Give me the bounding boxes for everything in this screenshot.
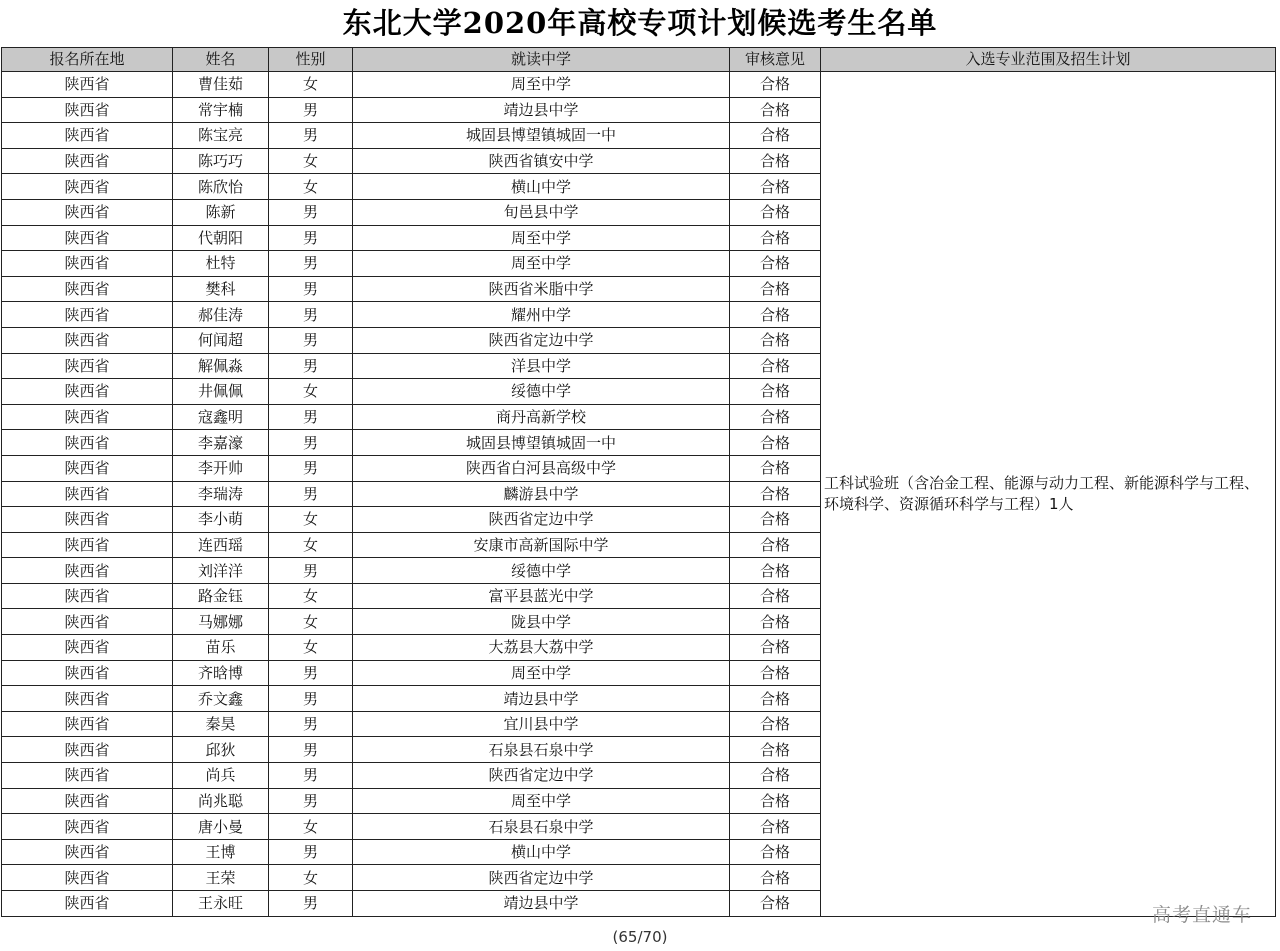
cell-review: 合格 — [730, 763, 821, 789]
cell-review: 合格 — [730, 302, 821, 328]
cell-school: 陕西省米脂中学 — [353, 276, 730, 302]
cell-name: 陈宝亮 — [173, 123, 269, 149]
cell-review: 合格 — [730, 507, 821, 533]
cell-school: 陇县中学 — [353, 609, 730, 635]
cell-name: 曹佳茹 — [173, 72, 269, 98]
cell-region: 陕西省 — [2, 404, 173, 430]
cell-gender: 男 — [269, 404, 353, 430]
cell-school: 陕西省定边中学 — [353, 327, 730, 353]
cell-gender: 男 — [269, 327, 353, 353]
cell-gender: 男 — [269, 839, 353, 865]
cell-gender: 女 — [269, 72, 353, 98]
cell-region: 陕西省 — [2, 225, 173, 251]
header-plan: 入选专业范围及招生计划 — [821, 48, 1276, 72]
cell-gender: 男 — [269, 251, 353, 277]
cell-review: 合格 — [730, 686, 821, 712]
cell-name: 井佩佩 — [173, 379, 269, 405]
cell-review: 合格 — [730, 558, 821, 584]
cell-review: 合格 — [730, 430, 821, 456]
cell-school: 石泉县石泉中学 — [353, 814, 730, 840]
cell-gender: 男 — [269, 660, 353, 686]
cell-review: 合格 — [730, 891, 821, 917]
cell-school: 周至中学 — [353, 72, 730, 98]
cell-gender: 男 — [269, 686, 353, 712]
cell-gender: 女 — [269, 532, 353, 558]
cell-school: 靖边县中学 — [353, 97, 730, 123]
cell-name: 杜特 — [173, 251, 269, 277]
cell-name: 尚兆聪 — [173, 788, 269, 814]
cell-name: 郝佳涛 — [173, 302, 269, 328]
cell-name: 陈新 — [173, 199, 269, 225]
cell-name: 常宇楠 — [173, 97, 269, 123]
cell-region: 陕西省 — [2, 763, 173, 789]
cell-review: 合格 — [730, 148, 821, 174]
cell-name: 李小萌 — [173, 507, 269, 533]
cell-school: 石泉县石泉中学 — [353, 737, 730, 763]
cell-school: 陕西省定边中学 — [353, 507, 730, 533]
table-header — [2, 48, 1276, 72]
cell-school: 商丹高新学校 — [353, 404, 730, 430]
cell-name: 王荣 — [173, 865, 269, 891]
cell-review: 合格 — [730, 199, 821, 225]
cell-review: 合格 — [730, 481, 821, 507]
cell-region: 陕西省 — [2, 455, 173, 481]
cell-school: 周至中学 — [353, 225, 730, 251]
cell-name: 王永旺 — [173, 891, 269, 917]
cell-gender: 男 — [269, 302, 353, 328]
page-title: 东北大学2020年高校专项计划候选考生名单 — [342, 6, 938, 40]
cell-school: 城固县博望镇城固一中 — [353, 430, 730, 456]
cell-school: 富平县蓝光中学 — [353, 583, 730, 609]
cell-review: 合格 — [730, 455, 821, 481]
cell-review: 合格 — [730, 532, 821, 558]
cell-gender: 男 — [269, 711, 353, 737]
cell-region: 陕西省 — [2, 865, 173, 891]
cell-school: 宜川县中学 — [353, 711, 730, 737]
cell-name: 尚兵 — [173, 763, 269, 789]
cell-region: 陕西省 — [2, 379, 173, 405]
cell-review: 合格 — [730, 814, 821, 840]
cell-region: 陕西省 — [2, 839, 173, 865]
cell-gender: 女 — [269, 174, 353, 200]
cell-region: 陕西省 — [2, 635, 173, 661]
cell-review: 合格 — [730, 225, 821, 251]
table-body — [2, 72, 1276, 917]
cell-gender: 男 — [269, 123, 353, 149]
cell-review: 合格 — [730, 379, 821, 405]
cell-region: 陕西省 — [2, 711, 173, 737]
cell-region: 陕西省 — [2, 276, 173, 302]
cell-review: 合格 — [730, 174, 821, 200]
cell-gender: 男 — [269, 353, 353, 379]
cell-gender: 男 — [269, 891, 353, 917]
cell-region: 陕西省 — [2, 507, 173, 533]
cell-review: 合格 — [730, 737, 821, 763]
cell-review: 合格 — [730, 251, 821, 277]
cell-name: 李瑞涛 — [173, 481, 269, 507]
cell-region: 陕西省 — [2, 686, 173, 712]
cell-name: 李嘉濠 — [173, 430, 269, 456]
cell-school: 周至中学 — [353, 660, 730, 686]
cell-name: 秦昊 — [173, 711, 269, 737]
cell-gender: 女 — [269, 379, 353, 405]
cell-school: 城固县博望镇城固一中 — [353, 123, 730, 149]
cell-region: 陕西省 — [2, 737, 173, 763]
header-review: 审核意见 — [730, 48, 821, 72]
cell-school: 洋县中学 — [353, 353, 730, 379]
cell-name: 唐小曼 — [173, 814, 269, 840]
cell-region: 陕西省 — [2, 558, 173, 584]
header-region: 报名所在地 — [2, 48, 173, 72]
cell-gender: 女 — [269, 814, 353, 840]
cell-region: 陕西省 — [2, 97, 173, 123]
cell-review: 合格 — [730, 123, 821, 149]
cell-review: 合格 — [730, 635, 821, 661]
cell-school: 周至中学 — [353, 251, 730, 277]
cell-name: 连西瑶 — [173, 532, 269, 558]
cell-gender: 男 — [269, 558, 353, 584]
cell-review: 合格 — [730, 583, 821, 609]
cell-review: 合格 — [730, 660, 821, 686]
cell-region: 陕西省 — [2, 609, 173, 635]
header-name: 姓名 — [173, 48, 269, 72]
cell-name: 樊科 — [173, 276, 269, 302]
cell-gender: 女 — [269, 865, 353, 891]
cell-school: 周至中学 — [353, 788, 730, 814]
cell-region: 陕西省 — [2, 148, 173, 174]
cell-name: 陈欣怡 — [173, 174, 269, 200]
cell-gender: 女 — [269, 609, 353, 635]
cell-school: 大荔县大荔中学 — [353, 635, 730, 661]
cell-school: 横山中学 — [353, 839, 730, 865]
header-row — [2, 48, 1276, 72]
cell-gender: 男 — [269, 430, 353, 456]
cell-region: 陕西省 — [2, 251, 173, 277]
cell-region: 陕西省 — [2, 891, 173, 917]
cell-name: 解佩淼 — [173, 353, 269, 379]
cell-gender: 男 — [269, 455, 353, 481]
cell-name: 路金钰 — [173, 583, 269, 609]
cell-name: 刘洋洋 — [173, 558, 269, 584]
cell-region: 陕西省 — [2, 660, 173, 686]
cell-region: 陕西省 — [2, 302, 173, 328]
cell-school: 耀州中学 — [353, 302, 730, 328]
cell-name: 马娜娜 — [173, 609, 269, 635]
header-gender: 性别 — [269, 48, 353, 72]
cell-school: 靖边县中学 — [353, 891, 730, 917]
cell-name: 李开帅 — [173, 455, 269, 481]
cell-review: 合格 — [730, 276, 821, 302]
cell-gender: 女 — [269, 148, 353, 174]
cell-name: 何闻超 — [173, 327, 269, 353]
cell-name: 邱狄 — [173, 737, 269, 763]
cell-gender: 男 — [269, 481, 353, 507]
cell-review: 合格 — [730, 609, 821, 635]
candidate-table — [1, 47, 1276, 917]
cell-gender: 男 — [269, 788, 353, 814]
cell-review: 合格 — [730, 404, 821, 430]
cell-plan: 工科试验班（含冶金工程、能源与动力工程、新能源科学与工程、环境科学、资源循环科学与工程）1人 — [821, 72, 1276, 917]
cell-region: 陕西省 — [2, 72, 173, 98]
cell-region: 陕西省 — [2, 583, 173, 609]
cell-school: 绥德中学 — [353, 379, 730, 405]
cell-school: 陕西省定边中学 — [353, 763, 730, 789]
page-number: (65/70) — [612, 928, 668, 946]
cell-school: 靖边县中学 — [353, 686, 730, 712]
cell-review: 合格 — [730, 353, 821, 379]
cell-region: 陕西省 — [2, 327, 173, 353]
cell-school: 绥德中学 — [353, 558, 730, 584]
cell-gender: 男 — [269, 199, 353, 225]
cell-region: 陕西省 — [2, 481, 173, 507]
watermark: 高考直通车 — [1151, 904, 1252, 926]
cell-name: 苗乐 — [173, 635, 269, 661]
cell-region: 陕西省 — [2, 532, 173, 558]
cell-region: 陕西省 — [2, 199, 173, 225]
cell-name: 陈巧巧 — [173, 148, 269, 174]
cell-gender: 女 — [269, 635, 353, 661]
cell-region: 陕西省 — [2, 353, 173, 379]
cell-review: 合格 — [730, 72, 821, 98]
cell-region: 陕西省 — [2, 123, 173, 149]
cell-name: 寇鑫明 — [173, 404, 269, 430]
cell-gender: 男 — [269, 276, 353, 302]
cell-region: 陕西省 — [2, 788, 173, 814]
cell-school: 陕西省镇安中学 — [353, 148, 730, 174]
cell-review: 合格 — [730, 788, 821, 814]
cell-review: 合格 — [730, 865, 821, 891]
cell-review: 合格 — [730, 839, 821, 865]
header-school: 就读中学 — [353, 48, 730, 72]
cell-gender: 女 — [269, 507, 353, 533]
cell-gender: 男 — [269, 225, 353, 251]
cell-region: 陕西省 — [2, 814, 173, 840]
cell-school: 陕西省白河县高级中学 — [353, 455, 730, 481]
cell-review: 合格 — [730, 327, 821, 353]
cell-review: 合格 — [730, 97, 821, 123]
cell-region: 陕西省 — [2, 174, 173, 200]
cell-name: 齐晗博 — [173, 660, 269, 686]
cell-name: 王博 — [173, 839, 269, 865]
cell-school: 麟游县中学 — [353, 481, 730, 507]
cell-gender: 男 — [269, 737, 353, 763]
cell-review: 合格 — [730, 711, 821, 737]
cell-name: 乔文鑫 — [173, 686, 269, 712]
cell-gender: 女 — [269, 583, 353, 609]
cell-region: 陕西省 — [2, 430, 173, 456]
cell-name: 代朝阳 — [173, 225, 269, 251]
table-row — [2, 72, 1276, 98]
cell-gender: 男 — [269, 763, 353, 789]
cell-school: 旬邑县中学 — [353, 199, 730, 225]
cell-gender: 男 — [269, 97, 353, 123]
cell-school: 安康市高新国际中学 — [353, 532, 730, 558]
cell-school: 陕西省定边中学 — [353, 865, 730, 891]
cell-school: 横山中学 — [353, 174, 730, 200]
